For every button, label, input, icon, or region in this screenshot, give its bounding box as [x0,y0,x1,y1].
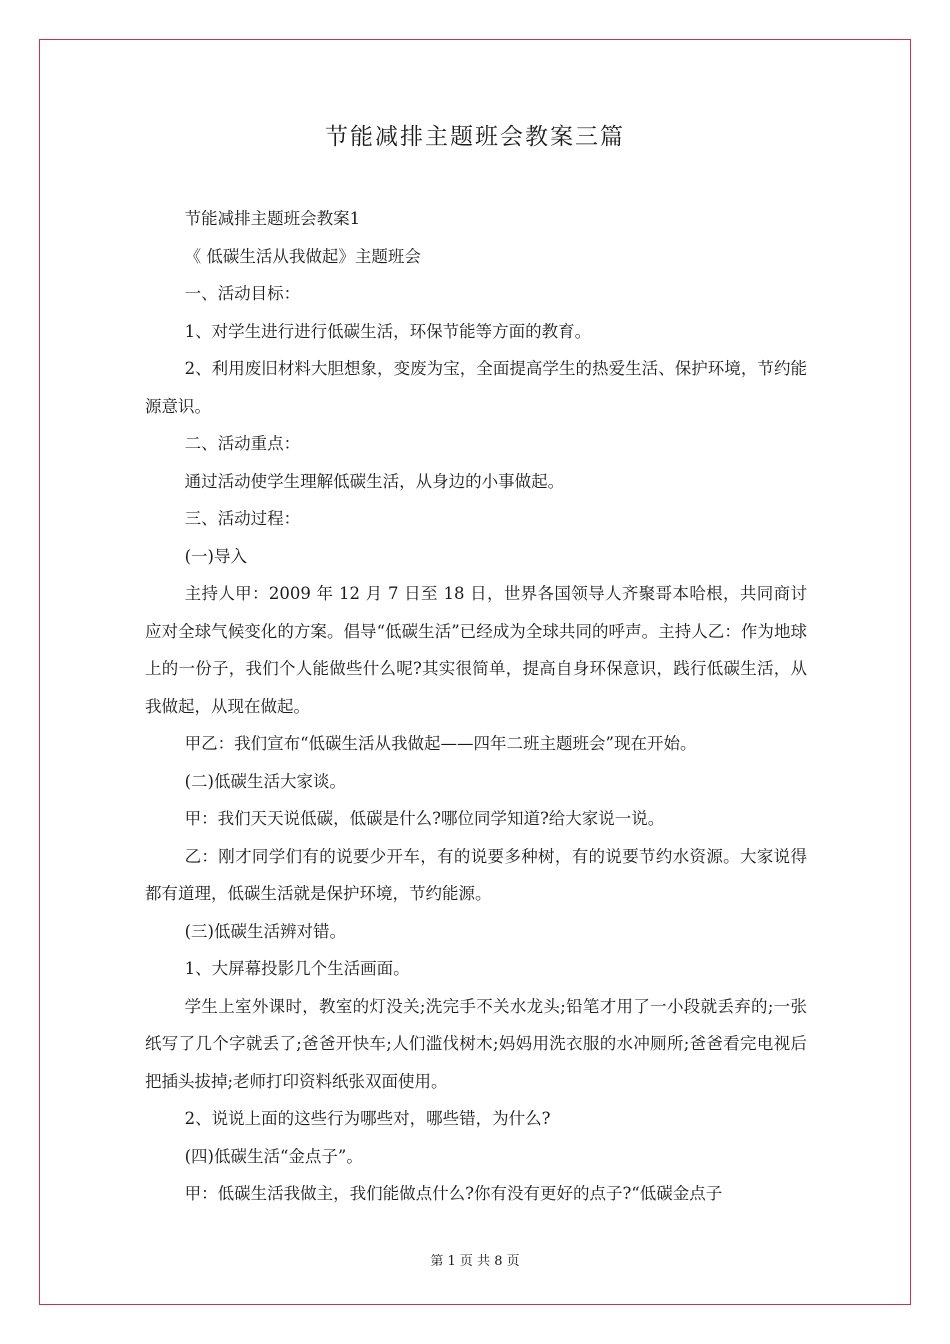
paragraph: 甲乙：我们宣布“低碳生活从我做起——四年二班主题班会”现在开始。 [184,734,697,753]
page-footer: 第 1 页 共 8 页 [430,1254,520,1269]
paragraph: (四)低碳生活“金点子”。 [184,1146,363,1166]
paragraph: 二、活动重点： [184,434,301,453]
paragraph: 学生上室外课时，教室的灯没关;洗完手不关水龙头;铅笔才用了一小段就丢弃的;一张纸写了几个字就丢了;爸爸开快车;人们滥伐树木;妈妈用洗衣服的水冲厕所;爸爸看完电视后把插头拔掉;老师打印资料纸张双面使用。 [145,996,807,1091]
paragraph: 《 低碳生活从我做起》主题班会 [184,246,421,266]
paragraph: 一、活动目标： [184,284,301,303]
paragraph: 2、说说上面的这些行为哪些对，哪些错，为什么? [184,1109,551,1128]
document-title: 节能减排主题班会教案三篇 [325,124,625,150]
document-body [145,200,807,1213]
paragraph: 节能减排主题班会教案1 [184,209,361,228]
paragraph: (三)低碳生活辨对错。 [184,921,346,941]
paragraph: 1、大屏幕投影几个生活画面。 [184,959,410,978]
paragraph: 甲：我们天天说低碳，低碳是什么?哪位同学知道?给大家说一说。 [184,809,665,828]
paragraph: 通过活动使学生理解低碳生活，从身边的小事做起。 [184,471,565,491]
paragraph: (一)导入 [184,546,247,566]
paragraph: 乙：刚才同学们有的说要少开车，有的说要多种树，有的说要节约水资源。大家说得都有道理，低碳生活就是保护环境，节约能源。 [145,846,807,903]
paragraph: 2、利用废旧材料大胆想象，变废为宝，全面提高学生的热爱生活、保护环境，节约能源意识。 [145,359,807,416]
paragraph: 主持人甲：2009 年 12 月 7 日至 18 日，世界各国领导人齐聚哥本哈根，共同商讨应对全球气候变化的方案。倡导“低碳生活”已经成为全球共同的呼声。主持人乙：作为地球上的一份子，我们个人能做些什么呢?其实很简单，提高自身环保意识，践行低碳生活，从我做起，从现在做起。 [145,584,807,716]
paragraph: 甲：低碳生活我做主，我们能做点什么?你有没有更好的点子?“低碳金点子 [184,1184,723,1203]
paragraph: 三、活动过程： [184,509,301,528]
paragraph: 1、对学生进行进行低碳生活，环保节能等方面的教育。 [184,321,592,341]
paragraph: (二)低碳生活大家谈。 [184,771,346,791]
